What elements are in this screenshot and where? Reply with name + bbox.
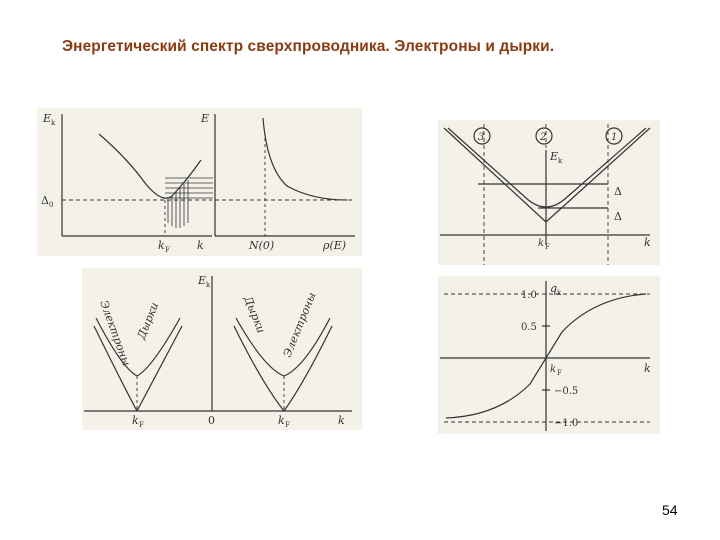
- fig-b-y-label: E: [198, 274, 207, 287]
- fig-c-e-label: E: [550, 150, 559, 163]
- fig-d-tick-1: 1.0: [521, 290, 537, 301]
- fig-d-tick-m05: −0.5: [554, 386, 579, 397]
- figure-electrons-holes: [82, 268, 362, 430]
- fig-b-electrons-left: Электроны: [97, 298, 133, 368]
- fig-c-kf-label: k: [538, 238, 545, 249]
- fig-b-kf-sub-right: F: [285, 421, 290, 429]
- fig-a-k-label: k: [197, 239, 204, 252]
- figure-coherence-factor: [438, 276, 660, 434]
- figure-branches-kf: [438, 120, 660, 265]
- fig-a-n0-label: N(0): [249, 239, 275, 252]
- fig-a-y-label-left: E: [43, 112, 52, 125]
- fig-c-k-label: k: [644, 236, 651, 249]
- fig-c-delta-bottom: Δ: [614, 210, 622, 223]
- fig-c-curve-3: 3: [478, 132, 485, 143]
- fig-a-y-sub-left: k: [51, 119, 56, 127]
- fig-b-holes-right: Дырки: [241, 294, 268, 335]
- figure-spectrum-dos: [37, 108, 362, 256]
- fig-a-rho-label: ρ(E): [323, 239, 347, 252]
- fig-d-k-label: k: [644, 362, 651, 375]
- fig-d-q-sub: k: [557, 289, 562, 297]
- page-number: 54: [662, 502, 678, 518]
- fig-b-kf-left: k: [132, 414, 139, 427]
- fig-c-curve-2: 2: [540, 132, 547, 143]
- fig-c-kf-sub: F: [545, 243, 550, 251]
- fig-a-kf-label: k: [158, 239, 165, 252]
- fig-b-electrons-right: Электроны: [280, 290, 319, 360]
- fig-b-zero-label: 0: [208, 414, 215, 427]
- fig-b-kf-sub-left: F: [139, 421, 144, 429]
- fig-c-curve-1: 1: [611, 132, 618, 143]
- fig-c-delta-top: Δ: [614, 185, 622, 198]
- fig-a-y-label-right: E: [201, 112, 210, 125]
- fig-b-k-label: k: [338, 414, 345, 427]
- fig-a-delta-sub: 0: [49, 201, 54, 209]
- fig-a-kf-sub: F: [165, 246, 170, 254]
- fig-c-e-sub: k: [558, 157, 563, 165]
- fig-b-holes-left: Дырки: [134, 300, 162, 342]
- fig-a-delta-label: Δ: [41, 194, 49, 207]
- fig-d-kf-label: k: [550, 364, 557, 375]
- fig-d-q-label: q: [550, 282, 558, 295]
- fig-d-tick-m1: −1.0: [554, 418, 579, 429]
- fig-d-tick-05: 0.5: [521, 322, 537, 333]
- fig-b-y-sub: k: [206, 281, 211, 289]
- fig-b-kf-right: k: [278, 414, 285, 427]
- slide-title: Энергетический спектр сверхпроводника. Электроны и дырки.: [62, 38, 555, 55]
- fig-d-kf-sub: F: [557, 369, 562, 377]
